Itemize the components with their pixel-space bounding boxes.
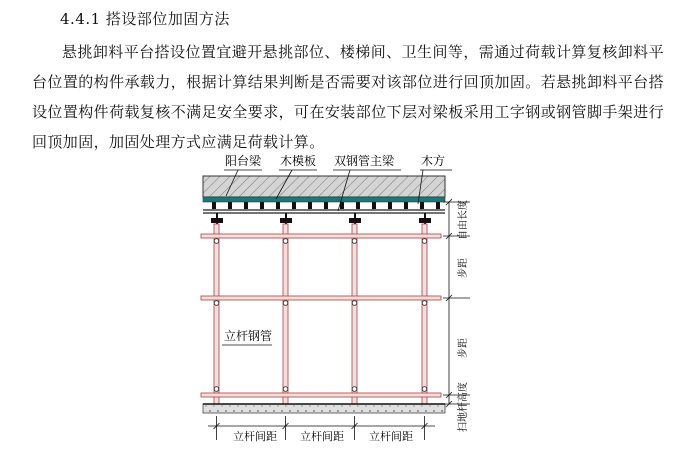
vertical-poles <box>214 224 427 404</box>
double-steel-main-beam <box>203 210 445 213</box>
concrete-slab <box>203 176 445 197</box>
dim-step-distance-2: 步距 <box>458 338 469 358</box>
ground-slab <box>203 404 445 413</box>
label-timber: 木方 <box>421 154 446 168</box>
dim-free-length: 自由长度 <box>458 200 469 240</box>
dim-pole-spacing-1: 立杆间距 <box>233 430 277 443</box>
label-balcony-beam: 阳台梁 <box>225 154 262 168</box>
couplers <box>214 239 427 392</box>
horizontal-bars <box>201 234 441 397</box>
paragraph-text: 悬挑卸料平台搭设位置宜避开悬挑部位、楼梯间、卫生间等，需通过荷载计算复核卸料平台位置的构件承载力，根据计算结果判断是否需要对该部位进行回顶加固。若悬挑卸料平台搭设位置构件荷载复核不满足安全要求，可在安装部位下层对梁板采用工字钢或钢管脚手架进行回顶加固，加固处理方式应满足荷载计算。 <box>32 43 664 151</box>
dim-pole-spacing-2: 立杆间距 <box>300 430 344 443</box>
label-double-steel-main-beam: 双钢管主梁 <box>334 154 395 168</box>
dim-step-distance-1: 步距 <box>458 258 469 278</box>
wood-formwork <box>203 197 445 202</box>
timber-blocks <box>212 202 440 209</box>
dim-pole-spacing-3: 立杆间距 <box>369 430 413 443</box>
dim-sweep-rod-height: 扫地杆高度 <box>458 382 469 432</box>
label-upright-pipe: 立杆钢管 <box>224 329 273 343</box>
label-wood-formwork: 木模板 <box>280 154 317 168</box>
section-heading: 4.4.1 搭设部位加固方法 <box>60 10 230 28</box>
top-jacks <box>212 213 430 224</box>
